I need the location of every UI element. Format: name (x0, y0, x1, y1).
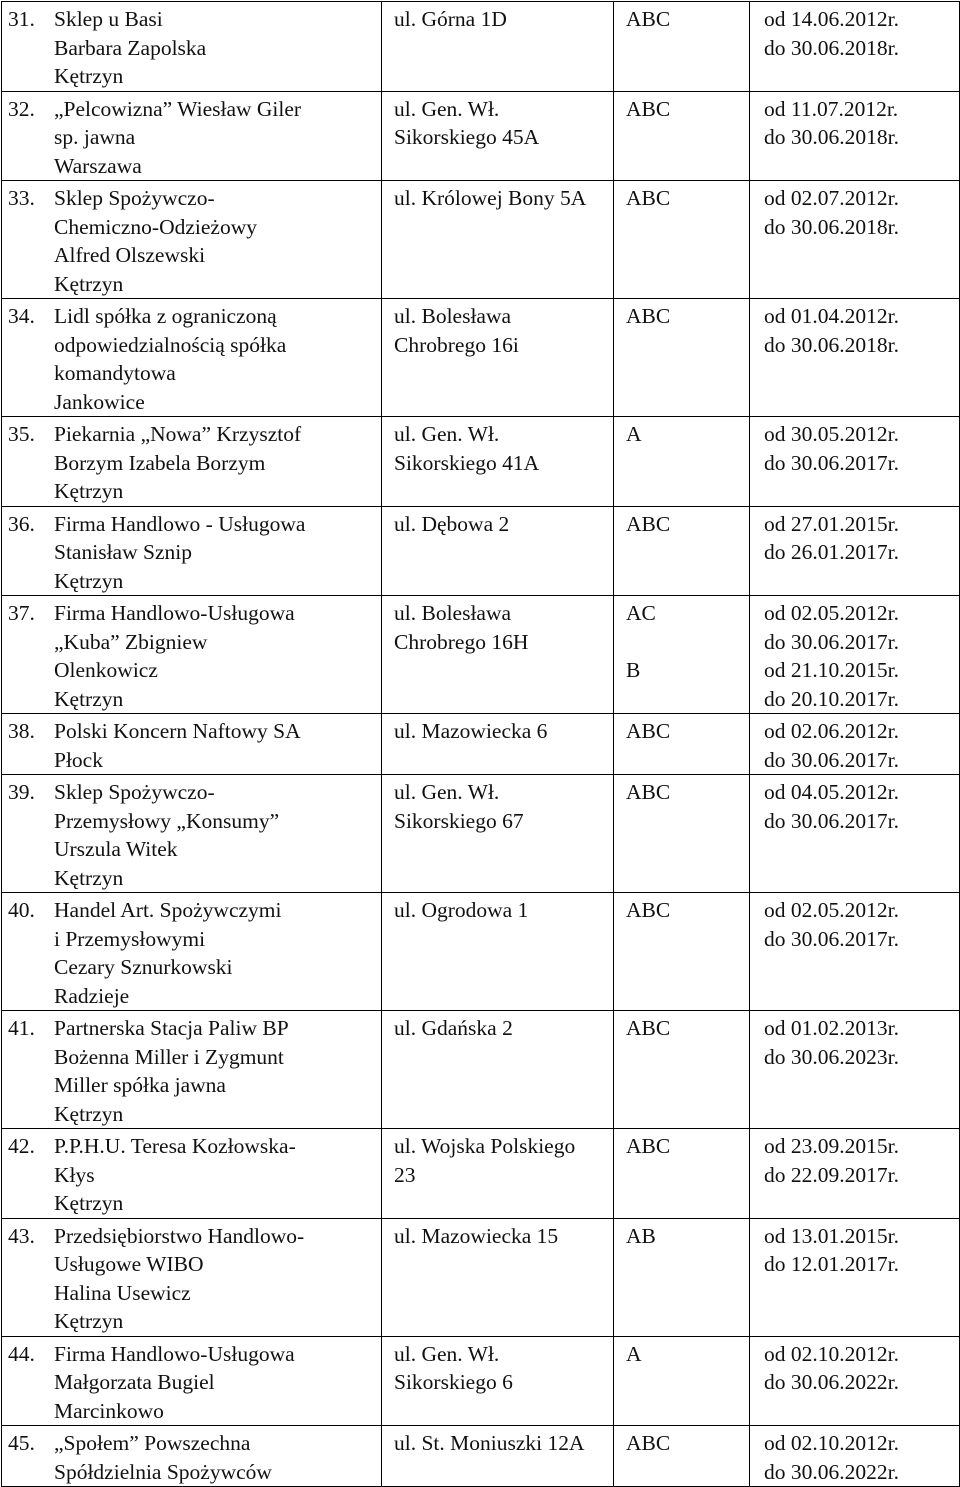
validity-date: do 30.06.2017r. (764, 629, 899, 654)
entity-name-line: Chemiczno-Odzieżowy (54, 214, 257, 239)
validity-cell (750, 1218, 960, 1336)
validity-date: od 13.01.2015r. (764, 1223, 899, 1248)
validity-date: do 12.01.2017r. (764, 1252, 899, 1276)
permits-table (1, 1, 960, 1487)
entity-name-line: Kętrzyn (54, 271, 124, 296)
table-row (2, 2, 960, 92)
validity-date: od 02.07.2012r. (764, 186, 899, 210)
category-code: ABC (626, 511, 671, 536)
validity-cell (750, 417, 960, 507)
table-row (2, 714, 960, 775)
table-row (2, 893, 960, 1011)
entity-name-line: Spółdzielnia Spożywców (54, 1459, 272, 1484)
validity-cell (750, 775, 960, 893)
validity-date: do 30.06.2023r. (764, 1044, 899, 1069)
entity-cell (2, 714, 382, 775)
row-number: 43. (8, 1223, 35, 1248)
entity-name (54, 778, 375, 892)
entity-name-line: Halina Usewicz (54, 1280, 191, 1305)
entity-name-line: Bożenna Miller i Zygmunt (54, 1044, 284, 1069)
address-cell (382, 506, 614, 596)
entity-name-line: Kętrzyn (54, 568, 124, 593)
address-line: ul. Mazowiecka 6 (394, 719, 548, 743)
entity-name-line: sp. jawna (54, 125, 136, 149)
entity-name (54, 896, 375, 1010)
entity-name-line: Handel Art. Spożywczymi (54, 898, 282, 922)
entity-name-line: i Przemysłowymi (54, 926, 206, 951)
entity-name-line: Jankowice (54, 389, 145, 414)
entity-name (54, 599, 375, 713)
validity-date: do 30.06.2017r. (764, 808, 899, 833)
address-line: Sikorskiego 67 (394, 808, 524, 833)
table-row (2, 181, 960, 299)
table-row (2, 91, 960, 181)
validity-cell (750, 299, 960, 417)
table-row (2, 596, 960, 714)
row-number: 36. (8, 511, 35, 536)
address-cell (382, 1011, 614, 1129)
category-cell (614, 775, 750, 893)
entity-name (54, 1222, 375, 1336)
category-cell (614, 714, 750, 775)
entity-cell (2, 1129, 382, 1219)
address-line: ul. Gen. Wł. (394, 422, 500, 446)
entity-cell (2, 1426, 382, 1487)
entity-name-line: Alfred Olszewski (54, 243, 206, 267)
category-cell (614, 893, 750, 1011)
validity-cell (750, 91, 960, 181)
row-number: 34. (8, 304, 35, 328)
validity-date: do 30.06.2017r. (764, 926, 899, 951)
address-cell (382, 1218, 614, 1336)
address-cell (382, 1336, 614, 1426)
entity-name (54, 184, 375, 298)
category-code: ABC (626, 7, 671, 31)
address-line: ul. Królowej Bony 5A (394, 186, 587, 210)
entity-cell (2, 181, 382, 299)
category-code: ABC (626, 186, 671, 210)
entity-name-line: Sklep Spożywczo- (54, 186, 215, 210)
address-line: Sikorskiego 41A (394, 450, 540, 475)
category-cell (614, 417, 750, 507)
entity-name-line: P.P.H.U. Teresa Kozłowska- (54, 1134, 296, 1158)
row-number: 42. (8, 1134, 35, 1158)
row-number: 41. (8, 1016, 35, 1040)
entity-name-line: Stanisław Sznip (54, 540, 192, 564)
category-cell (614, 2, 750, 92)
table-row (2, 1426, 960, 1487)
validity-cell (750, 1336, 960, 1426)
entity-name-line: Cezary Sznurkowski (54, 955, 233, 979)
entity-cell (2, 417, 382, 507)
row-number: 40. (8, 898, 35, 922)
validity-date: od 02.05.2012r. (764, 898, 899, 922)
row-number: 38. (8, 719, 35, 743)
entity-cell (2, 596, 382, 714)
entity-cell (2, 1218, 382, 1336)
address-line: Sikorskiego 6 (394, 1370, 513, 1394)
validity-date: do 20.10.2017r. (764, 686, 899, 711)
row-number: 45. (8, 1431, 35, 1455)
entity-name-line: Piekarnia „Nowa” Krzysztof (54, 422, 302, 446)
entity-cell (2, 91, 382, 181)
category-cell (614, 1011, 750, 1129)
entity-name-line: Małgorzata Bugiel (54, 1370, 215, 1394)
entity-name-line: Urszula Witek (54, 837, 178, 861)
entity-name-line: Firma Handlowo-Usługowa (54, 601, 295, 625)
table-row (2, 299, 960, 417)
entity-name (54, 302, 375, 416)
category-code: ABC (626, 304, 671, 328)
address-line: ul. Ogrodowa 1 (394, 898, 529, 922)
entity-cell (2, 299, 382, 417)
validity-date: do 30.06.2018r. (764, 125, 899, 149)
category-cell (614, 299, 750, 417)
entity-name-line: Barbara Zapolska (54, 35, 207, 60)
entity-name-line: Marcinkowo (54, 1398, 164, 1423)
entity-name (54, 1132, 375, 1218)
entity-name (54, 510, 375, 596)
entity-name-line: „Kuba” Zbigniew (54, 629, 208, 654)
address-cell (382, 893, 614, 1011)
address-cell (382, 1129, 614, 1219)
address-cell (382, 417, 614, 507)
table-row (2, 1011, 960, 1129)
category-code: ABC (626, 719, 671, 743)
address-line: 23 (394, 1162, 416, 1187)
validity-date: od 04.05.2012r. (764, 780, 899, 804)
entity-name-line: Miller spółka jawna (54, 1073, 226, 1097)
entity-name (54, 1340, 375, 1426)
entity-name-line: Polski Koncern Naftowy SA (54, 719, 301, 743)
address-line: ul. Wojska Polskiego (394, 1134, 576, 1158)
table-row (2, 1336, 960, 1426)
category-code: ABC (626, 96, 671, 121)
validity-date: do 30.06.2022r. (764, 1370, 899, 1394)
category-cell (614, 1129, 750, 1219)
category-code: AB (626, 1223, 656, 1248)
row-number: 44. (8, 1341, 35, 1366)
category-code: ABC (626, 780, 671, 804)
validity-date: do 30.06.2017r. (764, 450, 899, 475)
validity-cell (750, 714, 960, 775)
address-line: ul. Gen. Wł. (394, 96, 500, 121)
entity-cell (2, 2, 382, 92)
address-line: ul. Górna 1D (394, 7, 507, 31)
entity-name-line: Lidl spółka z ograniczoną (54, 304, 277, 328)
address-cell (382, 2, 614, 92)
address-line: ul. Gen. Wł. (394, 1341, 500, 1366)
entity-name (54, 717, 375, 774)
category-cell (614, 1426, 750, 1487)
address-cell (382, 181, 614, 299)
validity-cell (750, 1011, 960, 1129)
category-cell (614, 181, 750, 299)
entity-name-line: Przedsiębiorstwo Handlowo- (54, 1223, 305, 1248)
address-line: ul. Bolesława (394, 601, 512, 625)
entity-name-line: Warszawa (54, 153, 142, 178)
entity-name-line: Kłys (54, 1162, 95, 1187)
validity-date: od 30.05.2012r. (764, 422, 899, 446)
category-cell (614, 1336, 750, 1426)
entity-name (54, 1014, 375, 1128)
category-code: ABC (626, 1431, 671, 1455)
validity-date: od 11.07.2012r. (764, 96, 899, 121)
entity-name-line: Olenkowicz (54, 658, 158, 682)
entity-name (54, 95, 375, 181)
category-code: A (626, 1341, 642, 1366)
row-number: 31. (8, 7, 35, 31)
address-cell (382, 596, 614, 714)
entity-name-line: „Społem” Powszechna (54, 1431, 251, 1455)
validity-date: od 14.06.2012r. (764, 7, 899, 31)
table-row (2, 417, 960, 507)
entity-name-line: Firma Handlowo - Usługowa (54, 511, 306, 536)
address-cell (382, 1426, 614, 1487)
entity-name (54, 1429, 375, 1486)
category-cell (614, 1218, 750, 1336)
entity-name (54, 5, 375, 91)
entity-name-line: Płock (54, 747, 103, 772)
validity-date: od 23.09.2015r. (764, 1134, 899, 1158)
table-row (2, 1129, 960, 1219)
validity-date: do 30.06.2018r. (764, 332, 899, 357)
entity-name-line: Kętrzyn (54, 686, 124, 711)
entity-name-line: Przemysłowy „Konsumy” (54, 808, 280, 833)
category-cell (614, 596, 750, 714)
validity-cell (750, 596, 960, 714)
validity-date: do 30.06.2017r. (764, 747, 899, 772)
entity-name-line: Borzym Izabela Borzym (54, 450, 266, 475)
validity-cell (750, 1426, 960, 1487)
entity-name-line: komandytowa (54, 361, 176, 385)
row-number: 33. (8, 186, 35, 210)
category-code: ABC (626, 1016, 671, 1040)
validity-date: do 22.09.2017r. (764, 1162, 899, 1187)
validity-cell (750, 506, 960, 596)
address-cell (382, 299, 614, 417)
entity-name-line: odpowiedzialnością spółka (54, 332, 287, 357)
entity-cell (2, 1011, 382, 1129)
entity-cell (2, 893, 382, 1011)
address-line: Sikorskiego 45A (394, 125, 540, 149)
category-cell (614, 506, 750, 596)
category-code: B (626, 658, 641, 682)
validity-cell (750, 1129, 960, 1219)
entity-name-line: Kętrzyn (54, 64, 124, 88)
entity-cell (2, 506, 382, 596)
validity-date: do 26.01.2017r. (764, 540, 899, 564)
validity-date: od 21.10.2015r. (764, 658, 899, 682)
address-line: ul. Mazowiecka 15 (394, 1223, 559, 1248)
validity-date: do 30.06.2018r. (764, 214, 899, 239)
entity-name-line: Kętrzyn (54, 865, 124, 890)
table-row (2, 1218, 960, 1336)
entity-name-line: Kętrzyn (54, 1309, 124, 1333)
permits-table-body (2, 2, 960, 1487)
category-code: ABC (626, 898, 671, 922)
entity-name-line: Firma Handlowo-Usługowa (54, 1341, 295, 1366)
entity-name-line: Kętrzyn (54, 1191, 124, 1215)
validity-date: od 02.10.2012r. (764, 1431, 899, 1455)
address-line: ul. St. Moniuszki 12A (394, 1431, 585, 1455)
address-line: Chrobrego 16H (394, 629, 529, 654)
entity-name-line: „Pelcowizna” Wiesław Giler (54, 96, 302, 121)
validity-cell (750, 893, 960, 1011)
address-cell (382, 91, 614, 181)
category-code: AC (626, 601, 656, 625)
address-line: Chrobrego 16i (394, 332, 519, 357)
address-line: ul. Bolesława (394, 304, 512, 328)
validity-date: od 02.10.2012r. (764, 1341, 899, 1366)
category-cell (614, 91, 750, 181)
row-number: 32. (8, 96, 35, 121)
address-line: ul. Gen. Wł. (394, 780, 500, 804)
table-row (2, 775, 960, 893)
validity-date: do 30.06.2022r. (764, 1459, 899, 1484)
table-row (2, 506, 960, 596)
address-line: ul. Dębowa 2 (394, 511, 510, 536)
validity-cell (750, 2, 960, 92)
validity-date: od 01.02.2013r. (764, 1016, 899, 1040)
category-code: ABC (626, 1134, 671, 1158)
entity-name-line: Usługowe WIBO (54, 1252, 204, 1276)
row-number: 37. (8, 601, 35, 625)
address-line: ul. Gdańska 2 (394, 1016, 513, 1040)
entity-cell (2, 1336, 382, 1426)
entity-name-line: Kętrzyn (54, 1101, 124, 1126)
validity-date: od 01.04.2012r. (764, 304, 899, 328)
entity-name-line: Radzieje (54, 983, 130, 1008)
row-number: 39. (8, 780, 35, 804)
validity-cell (750, 181, 960, 299)
entity-cell (2, 775, 382, 893)
entity-name-line: Kętrzyn (54, 479, 124, 503)
address-cell (382, 714, 614, 775)
row-number: 35. (8, 422, 35, 446)
entity-name-line: Partnerska Stacja Paliw BP (54, 1016, 289, 1040)
category-code: A (626, 422, 642, 446)
entity-name-line: Sklep Spożywczo- (54, 780, 215, 804)
validity-date: do 30.06.2018r. (764, 35, 899, 60)
validity-date: od 02.06.2012r. (764, 719, 899, 743)
entity-name-line: Sklep u Basi (54, 7, 163, 31)
validity-date: od 27.01.2015r. (764, 511, 899, 536)
address-cell (382, 775, 614, 893)
entity-name (54, 420, 375, 506)
validity-date: od 02.05.2012r. (764, 601, 899, 625)
